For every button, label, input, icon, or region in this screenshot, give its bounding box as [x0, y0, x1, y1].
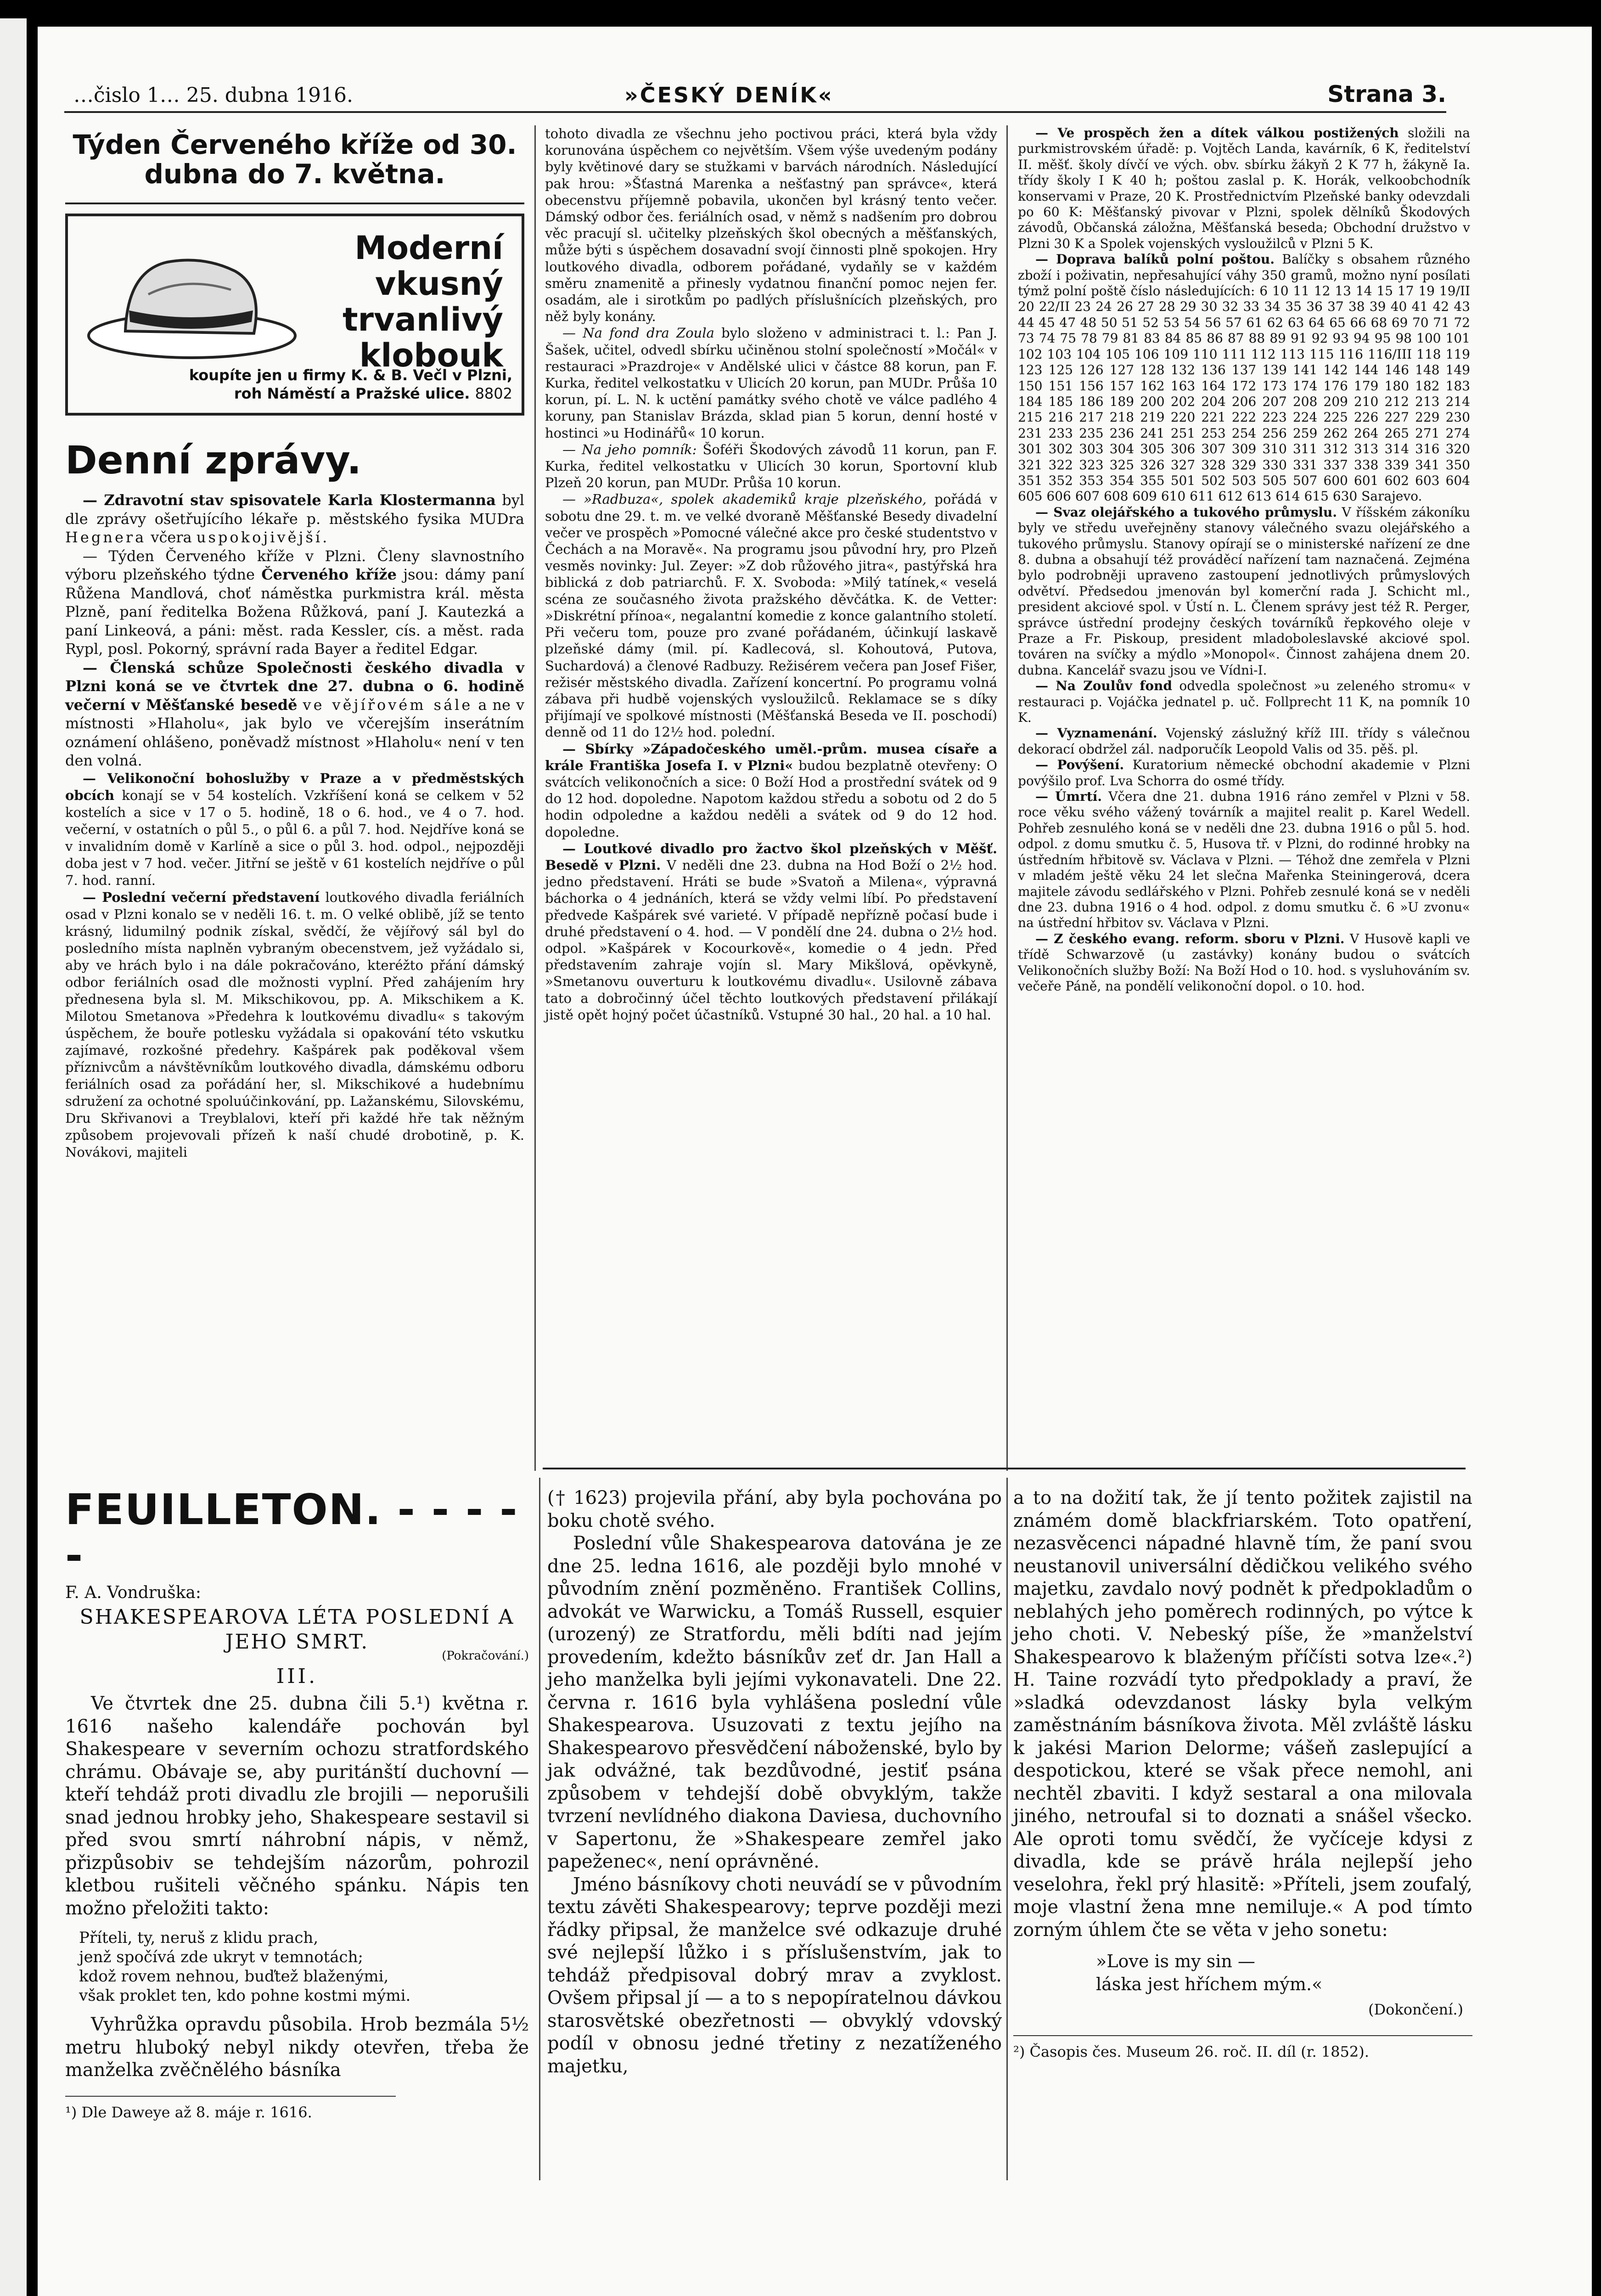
- feuilleton-paragraph-2: Vyhrůžka opravdu působila. Hrob bezmála 5½ metru hluboký nebyl nikdy otevřen, třeba že manželka zvěčnělého básníka: [65, 2014, 529, 2081]
- feuilleton-chapter: III.: [276, 1665, 318, 1688]
- news-1-spaced: uspokojivější.: [196, 529, 330, 546]
- feuilleton-continued: (Pokračování.): [442, 1649, 529, 1663]
- news-3-text-a: koná se ve čtvrtek dne 27. dubna o 6. hodině večerní v Měšťanské besedě: [65, 677, 525, 714]
- oil-industry-heading: — Svaz olejářského a tukového průmyslu.: [1035, 504, 1337, 520]
- newspaper-page: [38, 27, 1592, 2296]
- daily-news-title: Denní zprávy.: [65, 438, 362, 483]
- news-3-heading: — Členská schůze Společnosti českého divadla v Plzni: [65, 658, 524, 695]
- field-post-text: Balíčky s obsahem různého zboží i poživatin, nepřesahující váhy 350 gramů, možno nyní posílati týmž polní poště číslo následujících: 6 10 11 12 13 14 15 17 19 19/II 20 22/II 23 24 26 27 28 29 30 32 33 34 35 36 37 38 39 40 41 42 43 44 45 47 48 50 51 52 53 54 56 57 61 62 63 64 65 66 68 69 70 71 72 73 74 75 78 79 81 83 84 85 86 87 88 89 91 92 93 94 95 98 100 101 102 103 104 105 106 109 110 111 112 113 115 116 116/III 118 119 123 125 126 127 128 132 136 137 139 141 142 144 146 148 149 150 151 156 157 162 163 164 172 173 174 176 179 180 182 183 184 185 186 189 200 202 204 206 207 208 209 210 212 213 214 215 216 217 218 219 220 221 222 223 224 225 226 227 229 230 231 233 235 236 241 251 253 254 256 259 262 264 265 271 274 301 302 303 304 305 306 307 309 310 311 312 313 314 316 320 321 322 323 325 326 327 328 329 330 331 337 338 339 341 350 351 352 353 354 355 501 502 503 505 507 600 601 602 603 604 605 606 607 608 609 610 611 612 613 614 615 630 Sarajevo.: [1018, 252, 1470, 504]
- radbuza-heading: — »Radbuza«, spolek akademiků kraje plzeňského,: [562, 491, 927, 507]
- promotion-heading: — Povýšení.: [1035, 757, 1124, 773]
- theatre-continued: tohoto divadla ze všechnu jeho poctivou práci, která byla vždy korunována úspěchem co největším. Všem výše uvedeným podány byly květinové dary se stužkami v barvách národních. Následující pak hrou: »Šťastná Marenka a nešťastný pan správce«, která obecenstvu příjemně pobavila, ukončen byl krásný tento večer. Dámský odbor čes. feriálních osad, v němž s nadšením pro dobrou věc pracují sl. učitelky plzeňských škol obecných a měšťanských, může býti s úspěchem dosavadní svojí činnosti plně spokojen. Hry loutkového divadla, odborem pořádané, vydaňly se v každém směru znamenitě a přinesly vydatnou finanční pomoc nejen fer. osadám, ale i sirotkům po padlých příslušnících plzeňských, pro něž byly konány.: [545, 126, 997, 325]
- feuilleton-body-1: [65, 1693, 529, 2122]
- poem-line-4: však proklet ten, kdo pohne kostmi mými.: [79, 1986, 411, 2005]
- feuilleton-paragraph-5: Jméno básníkovy choti neuvádí se v původním textu závěti Shakespearovy; teprve později mezi řádky připsal, že manželce své odkazuje druhé své nejlepší lůžko i s příslušenstvím, jak to tehdáž předpisoval dobrý mrav a zvyklost. Ovšem připsal jí — a to s nepopíratelnou dávkou starosvětské obezřetnosti — obvyklý vdovský podíl v obnosu jedné třetiny z nezatíženého majetku,: [547, 1874, 1002, 2077]
- ad-footer: [77, 366, 512, 403]
- ad-slogan: [343, 230, 503, 373]
- news-4-text: konají se v 54 kostelích. Vzkříšení koná se celkem v 52 kostelích a sice v 17 o 5. hodině, 18 o 6. hod., ve 4 o 7. hod. večerní, v ostatních o půl 5., o půl 6. a půl 7. hod. Nejdříve koná se v invalidním domě v Karlíně a sice o půl 3. hod. odpol., nejpozději doba jest v 7 hod. večer. Jitřní se ještě v 61 kostelích nejdříve o půl 7. hod. ranní.: [65, 787, 525, 888]
- puppet-theatre-text: V neděli dne 23. dubna na Hod Boží o 2½ hod. jedno představení. Hráti se bude »Svatoň a Milena«, výpravná báchorka o 4 jednáních, která se vždy velmi líbí. Po představení předvede Kašpárek své varieté. V případě nepřízně počasí bude i druhé představení o 4. hod. — V pondělí dne 24. dubna o 2½ hod. odpol. »Kašpárek v Kocourkově«, komedie o 4 jedn. Před představením zahraje vojín sl. Mary Mikšlová, opěvkyně, »Smetanovu ouverturu k loutkovému divadlu«. Usilovně zábava tato a dobročinný účel těchto loutkových představení přilákají jistě opět hojný počet účastníků. Vstupné 30 hal., 20 hal. a 10 hal.: [545, 857, 998, 1023]
- news-5-heading: — Poslední večerní představení: [83, 889, 320, 905]
- column-2: [545, 125, 997, 1023]
- feuilleton-column-2: [547, 1487, 1002, 2078]
- news-1-heading: — Zdravotní stav spisovatele Karla Klostermanna: [83, 491, 496, 509]
- feuilleton-paragraph-6: a to na dožití tak, že jí tento požitek zajistil na známém domě blackfriarském. Toto opatření, nezasvěcenci nápadné hlavně tím, že paní svou neustanovil universální dědičkou velikého svého majetku, zavdalo nový podnět k předpokladům o neblahých jeho poměrech rodinných, po výtce k jeho choti. V. Nebeský píše, že »manželství Shakespearovo k blaženým příčísti sotva lze«.²) H. Taine rozvádí tyto předpoklady a praví, že »sladká odevzdanost lásky byla velkým zaměstnáním básníkova života. Měl zvláště lásku k jakési Marion Delorme; vášeň zaslepující a despotickou, které se však přece nemohl, ani nechtěl zbaviti. I když sestaral a ona milovala jiného, netroufal si to doznati a snášel všecko. Ale oproti tomu svědčí, že vyčíceje kdysi z divadla, kde se právě hrála nejlepší jeho veselohra, řekl prý hlasitě: »Příteli, jsem zoufalý, moje vlastní žena mne nemiluje.« A pod tímto zorným úhlem čte se věta v jeho sonetu:: [1013, 1487, 1472, 1941]
- news-3-spaced: ve vějířovém sále: [303, 696, 473, 714]
- previous-page-edge: [0, 18, 27, 2296]
- obituary-heading: — Úmrtí.: [1035, 789, 1102, 805]
- masthead-title: »ČESKÝ DENÍK«: [624, 83, 834, 107]
- masthead-date: …čislo 1… 25. dubna 1916.: [73, 84, 353, 107]
- ad-line-4: klobouk: [359, 337, 503, 374]
- field-post-heading: — Doprava balíků polní poštou.: [1035, 252, 1275, 267]
- news-4-heading: — Velikonoční bohoslužby v Praze a v předměstských obcích: [65, 770, 524, 803]
- promotion-text: Kuratorium německé obchodní akademie v Plzni povýšilo prof. Lva Schorra do osmé třídy.: [1018, 757, 1470, 788]
- column-rule-3: [539, 1478, 540, 2180]
- feuilleton-title: FEUILLETON. - - - - -: [65, 1485, 518, 1580]
- feuilleton-title-text: FEUILLETON.: [65, 1485, 382, 1534]
- war-relief-heading: — Ve prospěch žen a dítek válkou postižených: [1035, 125, 1399, 141]
- ad-line-1: Moderní: [354, 229, 503, 267]
- masthead: [64, 81, 1446, 113]
- news-1-end: včera: [151, 529, 192, 546]
- hat-advertisement: [65, 214, 524, 416]
- hat-illustration-icon: [84, 244, 300, 363]
- red-cross-week-heading: Týden Červeného kříže od 30. dubna do 7. května.: [73, 129, 517, 190]
- ad-line-3: trvanlivý: [343, 301, 503, 338]
- ad-number: 8802: [475, 385, 512, 402]
- column-rule-4: [1006, 1478, 1008, 2180]
- ad-footer-line-2: roh Náměstí a Pražské ulice.: [234, 385, 470, 402]
- news-2-bold: Červeného kříže: [261, 566, 397, 583]
- puppet-theatre-heading: — Loutkové divadlo pro žactvo škol plzeňských v Měšť. Besedě v Plzni.: [545, 840, 997, 873]
- feuilleton-rule: [543, 1468, 1466, 1469]
- footnote-2: ²) Časopis čes. Museum 26. roč. II. díl (r. 1852).: [1013, 2035, 1472, 2061]
- feuilleton-headline: SHAKESPEAROVA LÉTA POSLEDNÍ A JEHO SMRT.: [79, 1605, 515, 1654]
- column-3: [1018, 125, 1470, 994]
- footnote-1: ¹) Dle Daweye až 8. máje r. 1616.: [65, 2096, 396, 2122]
- feuilleton-column-1: [65, 1487, 529, 2122]
- zoula-fund-2-text: odvedla společnost »u zeleného stromu« v restauraci p. Vojáčka jednatel p. uč. Follprecht 11 K, na pomník 10 K.: [1018, 678, 1471, 726]
- award-heading: — Vyznamenání.: [1035, 726, 1157, 741]
- sonnet-quote: [1096, 1950, 1472, 1996]
- feuilleton-column-3: [1013, 1487, 1472, 2061]
- column-1: [65, 125, 524, 1161]
- award-text: Vojenský záslužný kříž III. třídy s válečnou dekorací obdržel zál. nadporučík Leopold Valis od 35. pěš. pl.: [1018, 726, 1470, 757]
- news-1-text: byl dle zprávy ošetřujícího lékaře p. městského fysika MUDra: [65, 491, 525, 528]
- feuilleton-paragraph-3: († 1623) projevila přání, aby byla pochována po boku chotě svého.: [547, 1487, 1002, 1531]
- news-2-heading: — Týden Červeného kříže v Plzni. Členy slavnostního výboru plzeňského týdne: [65, 547, 524, 583]
- masthead-page-number: Strana 3.: [1327, 81, 1446, 107]
- poem-line-1: Příteli, ty, neruš z klidu prach,: [79, 1929, 319, 1947]
- museum-heading: — Sbírky »Západočeského uměl.-prům. musea císaře a krále Františka Josefa I. v Plzni«: [545, 741, 997, 773]
- church-text: V Husově kapli ve třídě Schwarzově (u zastávky) konány budou o svátcích Velikonočních služby Boží: Na Boží Hod o 10. hod. s vysluhováním sv. večeře Páně, na pondělí velikonoční dopol. o 10. hod.: [1018, 931, 1471, 994]
- news-1-name: Hegnera: [65, 529, 146, 546]
- poem-line-3: kdož rovem nehnou, buďtež blaženými,: [79, 1967, 389, 1986]
- sonnet-line-1: »Love is my sin —: [1096, 1951, 1255, 1971]
- war-relief-text: složili na purkmistrovském úřadě: p. Vojtěch Landa, kavárník, 6 K, ředitelství II. měšť. školy dívčí ve vých. obv. sbírku žákyň 2 K 77 h, žákyně Ia. třídy školy I K 40 h; poštou zaslal p. K. Horák, velkoobchodník konservami v Praze, 20 K. Prostřednictvím Plzeňské banky odevzdali po 60 K: Měšťanský pivovar v Plzni, spolek dělníků Škodových závodů, Občanská záložna, Měšťanská beseda; Obchodní družstvo v Plzni 30 K a Spolek vojenských vysloužilců v Plzni 5 K.: [1018, 125, 1471, 251]
- zoula-fund-2-heading: — Na Zoulův fond: [1035, 678, 1172, 694]
- heading-rule: [65, 203, 524, 204]
- news-2-text: jsou: dámy paní Růžena Mandlová, choť náměstka purkmistra král. města Plzně, paní ředitelka Božena Růžková, paní J. Kautezká a paní Linkeová, a páni: měst. rada Kessler, cís. a měst. rada Rypl, posl. Pokorný, správní rada Bayer a ředitel Edgar.: [65, 566, 525, 658]
- monument-heading: — Na jeho pomník:: [562, 441, 697, 457]
- radbuza-text: pořádá v sobotu dne 29. t. m. ve velké dvoraně Měšťanské Besedy divadelní večer ve prospěch »Pomocné válečné akce pro české studentstvo v Čechách a na Moravě«. Na programu jsou původní hry, pro Plzeň vesměs novinky: Jul. Zeyer: »Z dob růžového jitra«, pastýřská hra biblická z dob patriarchů. F. X. Svoboda: »Milý tatínek,« veselá scéna ze současného života pražského děvčátka. K. de Vetter: »Diskrétní přínoa«, negalantní komedie z konce galantního století. Při večeru tom, pouze pro zvané pořádaném, účinkují laskavě plzeňské dámy (mil. pí. Kadlecová, sl. Kohoutová, Putova, Suchardová) a členové Radbuzy. Režisérem večera pan Josef Fišer, režisér městského divadla. Zařízení koncertní. Po programu volná zábava při hudbě vojenských vysloužilců. Reklamace se s díky přijímají ve spolkové místnosti (Měšťanská Beseda ve II. poschodí) denně od 11 do 12½ hod. polední.: [545, 491, 997, 740]
- ad-footer-line-1: koupíte jen u firmy K. & B. Večl v Plzni,: [189, 366, 512, 384]
- oil-industry-text: V říšském zákoníku byly ve středu uveřejněny stanovy válečného svazu olejářského a tukového průmyslu. Stanovy opírají se o ministerské nařízení ze dne 8. dubna a obsahují též prováděcí nařízení tam naznačená. Zejména bylo podrobněji upraveno zastoupení jednotlivých průmyslových odvětví. Předsedou jmenován byl komerční rada J. Schicht ml., president akciové spol. v Ústí n. L. Členem správy jest též R. Perger, správce ústřední prodejny českých továrníků řepkového oleje v Praze a Fr. Piskoup, president mladoboleslavské akciové spol. továren na svíčky a mýdlo »Monopol«. Činnost zahájena dnem 20. dubna. Kancelář svazu jsou ve Vídni-I.: [1018, 504, 1471, 678]
- epitaph-poem: [79, 1928, 529, 2005]
- feuilleton-author: F. A. Vondruška:: [65, 1583, 202, 1602]
- column-rule-1: [534, 125, 536, 1471]
- church-heading: — Z českého evang. reform. sboru v Plzni.: [1035, 931, 1345, 946]
- ad-line-2: vkusný: [375, 265, 503, 303]
- sonnet-line-2: láska jest hříchem mým.«: [1096, 1974, 1323, 1994]
- to-be-concluded: (Dokončení.): [1368, 2001, 1463, 2018]
- monument-text: Šoféři Škodových závodů 11 korun, pan F. Kurka, ředitel velkostatku v Ulicích 30 korun, Sportovní klub Plzeň 20 korun, pan MUDr. Průša 10 korun.: [545, 441, 997, 491]
- column-rule-2: [1006, 125, 1008, 1471]
- news-5-text: loutkového divadla feriálních osad v Plzni konalo se v neděli 16. t. m. O velké oblibě, jíž se tento krásný, lidumilný podnik získal, svědčí, že vějířový sál byl do posledního místa naplněn vybraným obecenstvem, jež vyžádalo si, aby ve hrách bylo i na dále pokračováno, kteréžto přání dámský odbor feriálních osad dle možnosti vyplní. Před zahájením hry přednesena byla sl. M. Mikschikovou, pp. A. Mikschikem a K. Milotou Smetanova »Předehra k loutkovému divadlu« s takovým úspěchem, že bouře potlesku vyžádala si opakování této vskutku zajímavé, rozkošné předehry. Kašpárek pak poděkoval všem příznivcům a návštěvníkům loutkového divadla, dámskému odboru feriálních osad za pořádání her, sl. Mikschikové a hudebnímu sdružení za ochotné spoluúčinkování, pp. Lažanskému, Silovskému, Dru Skřivanovi a Treyblalovi, kteří při každé hře tak něžným způsobem projevovali přízeň k naší chudé drobotině, p. K. Novákovi, majiteli: [65, 889, 525, 1160]
- feuilleton-paragraph-1: Ve čtvrtek dne 25. dubna čili 5.¹) května r. 1616 našeho kalendáře pochován byl Shakespeare v severním ochozu stratfordského chrámu. Obávaje se, aby puritánští duchovní — kteří tehdáž proti divadlu zle brojili — neporušili snad jednou hrobky jeho, Shakespeare sestavil si před svou smrtí náhrobní nápis, v němž, přizpůsobiv se tehdejším názorům, pohrozil kletbou rušiteli věčného spánku. Nápis ten možno přeložiti takto:: [65, 1693, 529, 1919]
- zoula-fund-heading: — Na fond dra Zoula: [562, 325, 714, 341]
- zoula-fund-text: bylo složeno v administraci t. l.: Pan J. Šašek, učitel, odvedl sbírku učiněnou stolní společností »Močál« v restauraci »Prazdroje« v Andělské ulici v částce 88 korun, pan F. Kurka, ředitel velkostatku v Ulicích 20 korun, pan MUDr. Průša 10 korun, pí. L. N. k uctění památky svého chotě ve válce padlého 4 koruny, pan Stanislav Brázda, sklad pian 5 korun, denní hosté v hostinci »u Hodinářů« 10 korun.: [545, 325, 997, 441]
- museum-text: budou bezplatně otevřeny: O svátcích velikonočních a sice: 0 Boží Hod a prostřední svátek od 9 do 12 hod. dopoledne. Napotom každou středu a sobotu od 2 do 5 hodin odpoledne a každou neděli a svátek od 9 do 12 hod. dopoledne.: [545, 757, 998, 840]
- poem-line-2: jenž spočívá zde ukryt v temnotách;: [79, 1948, 363, 1966]
- feuilleton-paragraph-4: Poslední vůle Shakespearova datována je ze dne 25. ledna 1616, ale později bylo mnohé v původním znění pozměněno. František Collins, advokát ve Warwicku, a Tomáš Russell, esquier (urozený) ze Stratfordu, měli bdíti nad jejím provedením, kdežto básníkův zeť dr. Jan Hall a jeho manželka byli jejími vykonavateli. Dne 22. června r. 1616 byla vyhlášena poslední vůle Shakespearova. Usuzovati z textu jejího na Shakespearovo přesvědčení náboženské, bylo by jak odvážné, tak bezdůvodné, jestiť psána způsobem v tehdejší době obvyklým, takže tvrzení nevlídného diakona Daviesa, duchovního v Sapertonu, že »Shakespeare zemřel jako papeženec«, není oprávněné.: [547, 1533, 1002, 1872]
- news-3-text-b: a ne v místnosti »Hlaholu«, jak bylo ve včerejším inserátním oznámení ohlášeno, poněvadž místnost »Hlaholu« není v ten den volná.: [65, 696, 525, 769]
- obituary-text: Včera dne 21. dubna 1916 ráno zemřel v Plzni v 58. roce věku svého vážený továrník a majitel realit p. Karel Wedell. Pohřeb zesnulého koná se v neděli dne 23. dubna 1916 o půl 5. hod. odpol. z domu smutku č. 5, Husova tř. v Plzni, do rodinné hrobky na ústředním hřbitově sv. Václava v Plzni. — Téhož dne zemřela v Plzni v mladém ještě věku 24 let slečna Mařenka Steiningerová, dcera majitele závodu sedlářského v Plzni. Pohřeb zesnulé koná se v neděli dne 23. dubna 1916 o 4 hod. odpol. z domu smutku č. 6 »U zvonu« na ústřední hřbitov sv. Václava v Plzni.: [1018, 789, 1470, 931]
